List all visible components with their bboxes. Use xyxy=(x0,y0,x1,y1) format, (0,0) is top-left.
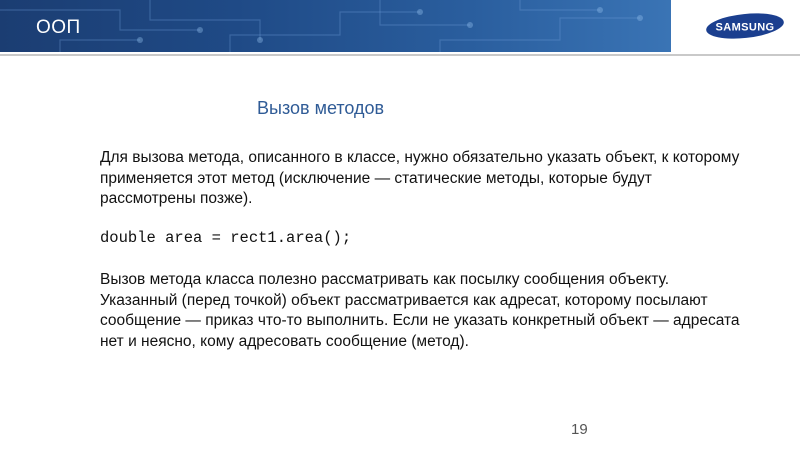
section-title: ООП xyxy=(36,17,81,38)
header-band xyxy=(0,0,671,52)
paragraph-method-call-requirement: Для вызова метода, описанного в классе, нужно обязательно указать объект, к которому применяется этот метод (исключение — статические методы, которые будут рассмотрены позже). xyxy=(100,149,740,207)
logo-area xyxy=(671,0,800,52)
slide-heading: Вызов методов xyxy=(257,98,385,118)
code-example: double area = rect1.area(); xyxy=(100,229,352,247)
circuit-pattern-decoration xyxy=(0,0,671,52)
paragraph-message-analogy: Вызов метода класса полезно рассматривать как посылку сообщения объекту. Указанный (перед точкой) объект рассматривается как адресат, которому посылают сообщение — приказ что-то выполнить. Если не указать конкретный объект — адресата нет и неясно, кому адресовать сообщение (метод). xyxy=(100,271,740,350)
page-number: 19 xyxy=(571,421,588,438)
svg-text:SAMSUNG: SAMSUNG xyxy=(715,21,775,34)
header-divider xyxy=(0,54,800,56)
samsung-logo xyxy=(705,12,785,40)
